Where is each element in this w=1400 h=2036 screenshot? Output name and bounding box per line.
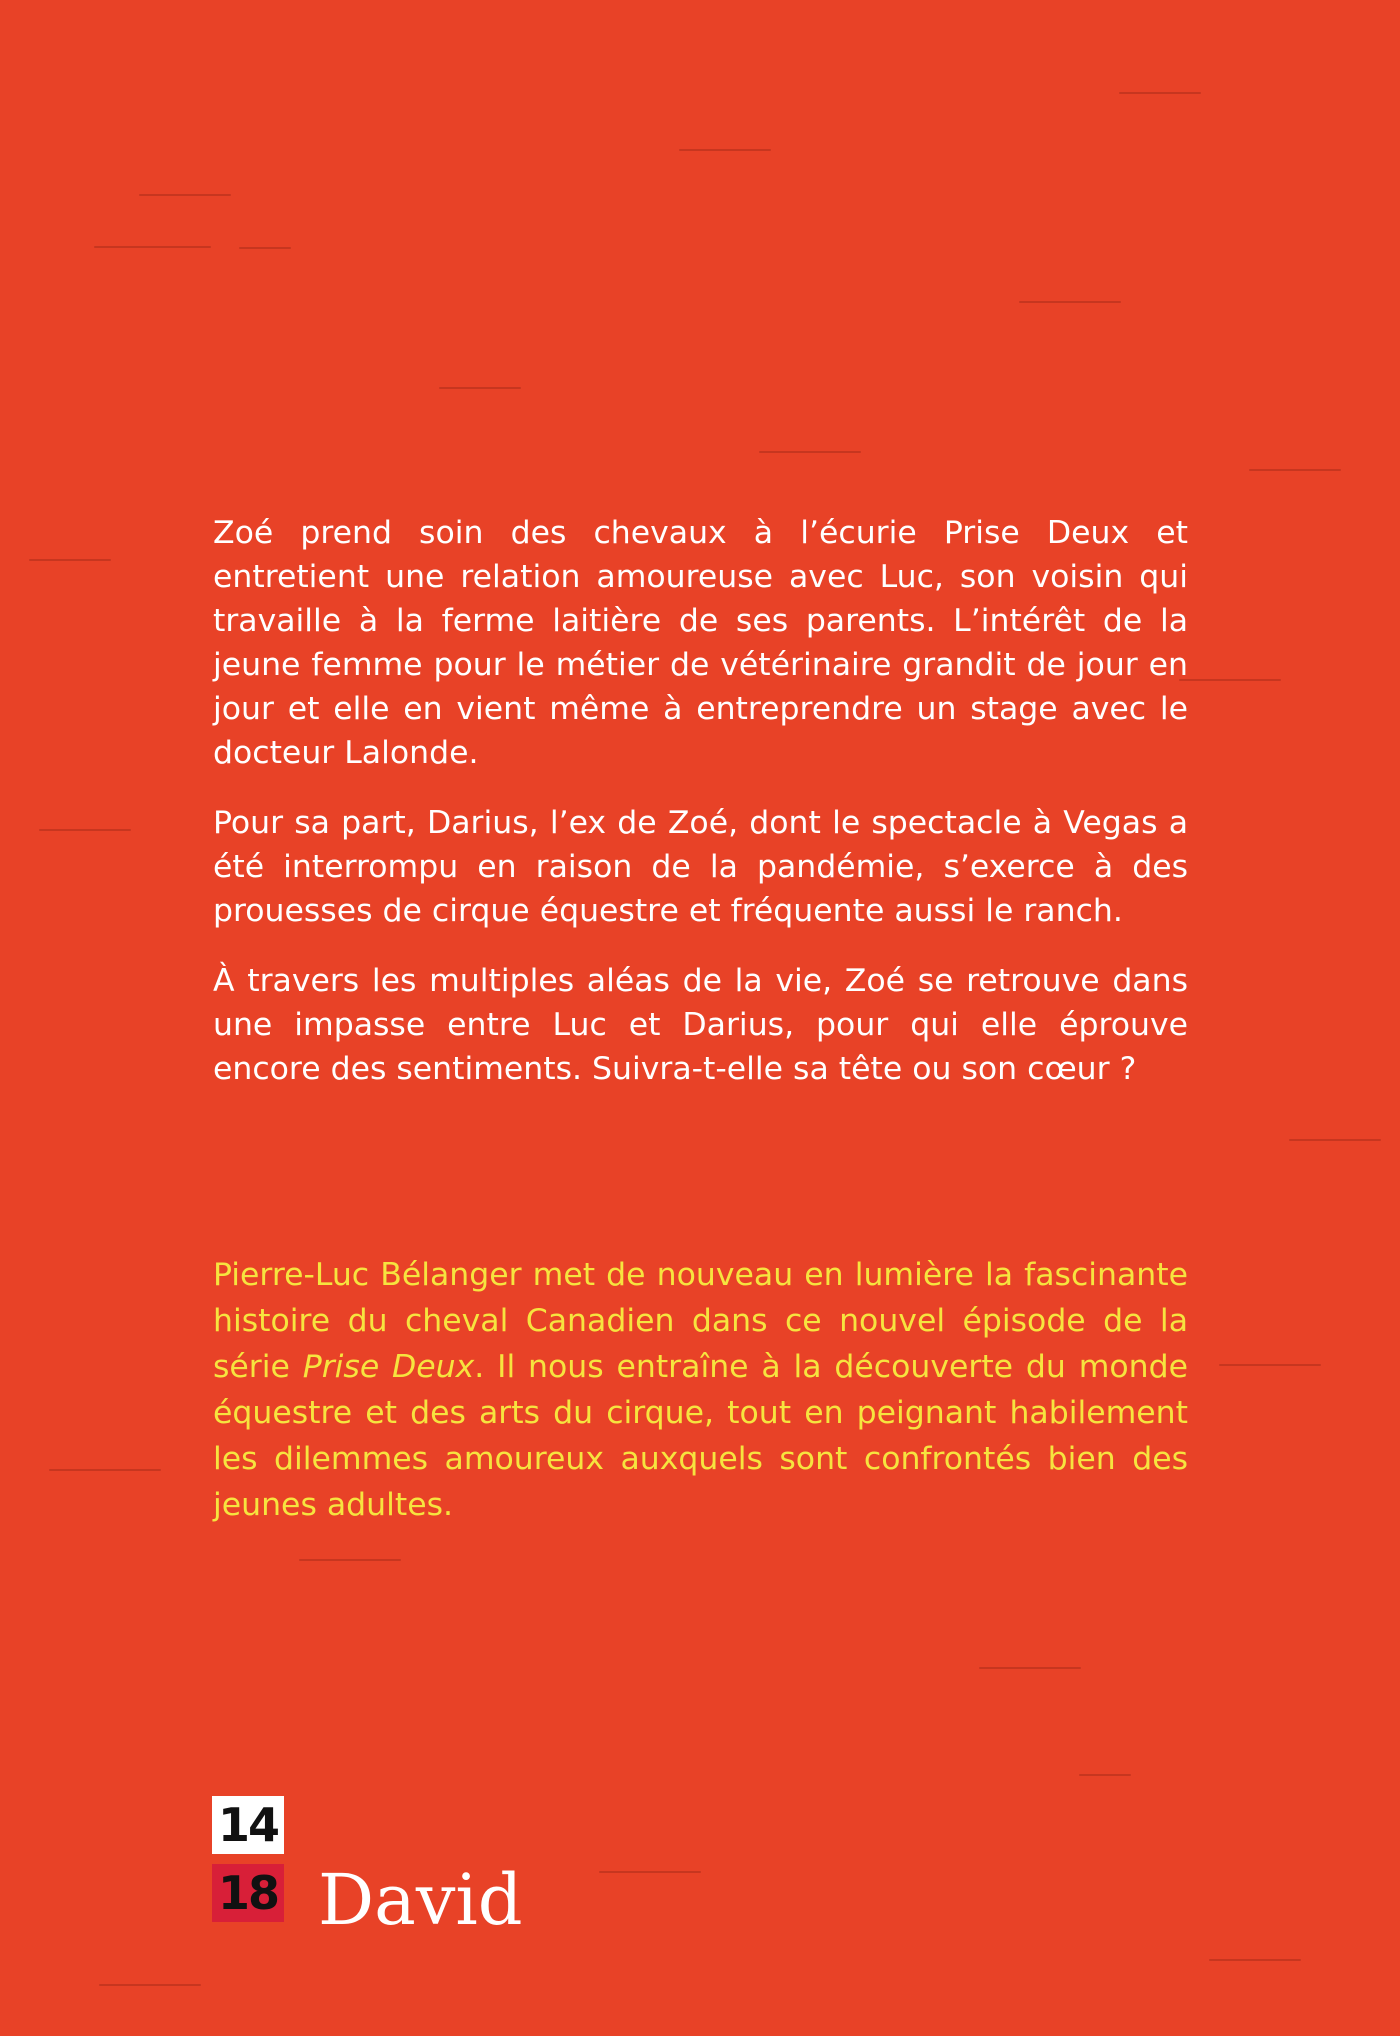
age-max: 18: [212, 1864, 284, 1922]
blurb-text: Pierre-Luc Bélanger met de nouveau en lumière la fascinante histoire du cheval Canadien dans ce nouvel épisode de la série: [213, 1257, 1188, 1385]
synopsis-paragraph: Pour sa part, Darius, l’ex de Zoé, dont le spectacle à Vegas a été interrompu en raison de la pandémie, s’exerce à des prouesses de cirque équestre et fréquente aussi le ranch.: [213, 805, 1188, 929]
synopsis: [213, 511, 1188, 1117]
series-title: Prise Deux: [302, 1349, 475, 1385]
age-range-badge: [212, 1796, 284, 1922]
synopsis-paragraph: À travers les multiples aléas de la vie, Zoé se retrouve dans une impasse entre Luc et Darius, pour qui elle éprouve encore des sentiments. Suivra-t-elle sa tête ou son cœur ?: [213, 963, 1188, 1087]
synopsis-paragraph: Zoé prend soin des chevaux à l’écurie Prise Deux et entretient une relation amoureuse avec Luc, son voisin qui travaille à la ferme laitière de ses parents. L’intérêt de la jeune femme pour le métier de vétérinaire grandit de jour en jour et elle en vient même à entreprendre un stage avec le docteur Lalonde.: [213, 515, 1188, 771]
blurb-text-end: . Il nous entraîne à la découverte du monde équestre et des arts du cirque, tout en peignant habilement les dilemmes amoureux auxquels sont confrontés bien des jeunes adultes.: [213, 1349, 1188, 1523]
author-blurb: [213, 1252, 1188, 1528]
publisher-logo: David: [318, 1859, 523, 1941]
age-min: 14: [212, 1796, 284, 1854]
